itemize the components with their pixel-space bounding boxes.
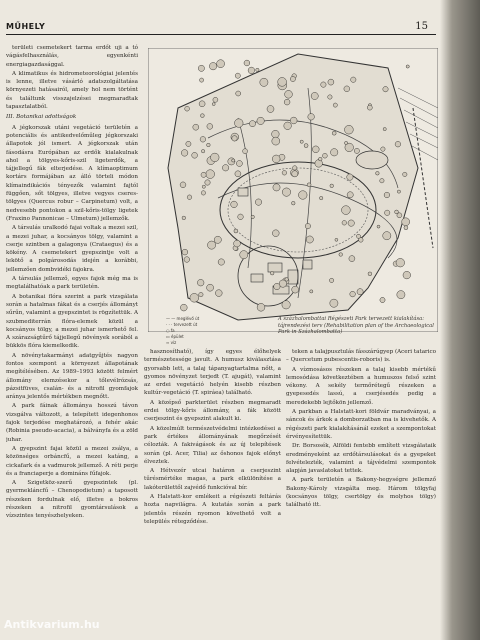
tree-symbol	[200, 137, 206, 143]
paragraph: A vízmosásos részeken a talaj kisebb mértékű lemosódása következtében a humuszos felső szint vékony. A sekély termőrétegű részeken a gyepesedés lassú, a cserjésedés pedig a meredekebb lejtőkön jellemző.	[286, 366, 436, 406]
paragraph: Dr. Borsosék, Alföldi fentebb említett vizsgálataik eredményeként az erdőtársulásokat és a gyepeket felvételezték, valamint a tájvédelmi szempontok alapján javaslatokat tettek.	[286, 443, 436, 475]
tree-symbol	[350, 291, 356, 297]
tree-symbol	[199, 292, 203, 296]
tree-symbol	[232, 136, 237, 141]
tree-symbol	[282, 188, 290, 196]
tree-symbol	[185, 106, 190, 111]
paragraph: területi csemetekert tarma erdőt uji a tó vágásfelhasználás, egyenkénti energiagazdasággal.	[6, 45, 138, 68]
tree-symbol	[207, 143, 211, 147]
tree-symbol	[213, 97, 218, 102]
tree-symbol	[347, 174, 353, 180]
tree-symbol	[332, 131, 336, 135]
tree-symbol	[292, 171, 298, 177]
tree-symbol	[201, 191, 205, 195]
tree-symbol	[345, 125, 354, 134]
tree-symbol	[331, 149, 338, 156]
tree-symbol	[197, 279, 204, 286]
paragraph: A park fáinak állománya hosszú távon vizsgálva változott, a telepített idegenhonos fajok terjedése meghatározó, a fehér akác (Robinia pseudo-acacia), a bálványfa és a zöld juhar.	[6, 403, 138, 443]
tree-symbol	[320, 196, 323, 199]
page-header	[0, 22, 480, 38]
tree-symbol	[356, 234, 360, 238]
paragraph: A parkban a Halstatt-kori földvár maradványai, a sáncok és árkok a domborzatban ma is kivehetők. A régészeti park kialakításánál ezeket a szempontokat érvényesítettük.	[286, 409, 436, 440]
tree-symbol	[406, 65, 409, 68]
paragraph: A botanikai flóra szerint a park vizsgálata során a hatalmas fákat és a cserjés állományt sűrűn, valamint a gyepszintet is rögzítettük. A szubmediterrán flóra-elemek közül a kocsányos tölgy, a mezei juhar ismerhető fel. A szárazságtűrő tájjellegű növények sorából a bükkös flóra kiemelkedik.	[6, 293, 138, 350]
tree-symbol	[354, 148, 359, 153]
tree-symbol	[292, 286, 299, 293]
tree-symbol	[344, 86, 350, 92]
site-plan-drawing	[148, 48, 438, 332]
paragraph: A társulás jellemző, egyes fajok még ma is megtalálhatóak a park területén.	[6, 276, 138, 291]
tree-symbol	[351, 77, 356, 82]
tree-symbol	[207, 284, 214, 291]
tree-symbol	[328, 79, 334, 85]
tree-symbol	[207, 124, 213, 130]
tree-symbol	[260, 78, 268, 86]
tree-symbol	[285, 278, 289, 282]
tree-symbol	[310, 290, 313, 293]
tree-symbol	[238, 214, 244, 220]
tree-symbol	[212, 103, 215, 106]
tree-symbol	[186, 141, 191, 146]
tree-symbol	[395, 210, 399, 214]
tree-symbol	[257, 117, 264, 124]
tree-symbol	[199, 101, 205, 107]
paragraph: A gyepszint fajai közül a mezei zsálya, a közönséges orbáncfű, a mezei katáng, a cickafark és a vadmurok jellemző. A réti perje és a franciaperje a domináns fűfajok.	[6, 445, 138, 477]
tree-symbol	[211, 153, 220, 162]
watermark-text: Antikvarium.hu	[4, 618, 100, 631]
tree-symbol	[304, 144, 308, 148]
tree-symbol	[368, 272, 372, 276]
paragraph: A növénytakarmányi adatgyűjtés nagyon fontos szempont a környezet állapotának megítélésében. Az 1989–1993 között felmért állomány elemzésekor a tőlevélrózsás, pázsitfüves, csalán- és a nitrofil gyomfajok aránya jelentős mértékben megnőtt.	[6, 352, 138, 401]
tree-symbol	[248, 67, 255, 74]
tree-symbol	[234, 240, 241, 247]
tree-symbol	[282, 171, 287, 176]
tree-symbol	[274, 283, 280, 289]
tree-symbol	[278, 78, 287, 87]
magazine-title: MŰHELY	[6, 22, 46, 31]
tree-symbol	[328, 95, 332, 99]
legend-item: ○ fa	[166, 328, 175, 333]
tree-symbol	[384, 192, 390, 198]
pond	[356, 151, 388, 169]
paragraph: hasznosítható), így egyes élőhelyek természetessége javult. A humusz kiválasztása gyorsabb lett, a talaj tápanyagtartalma nőtt, a gyomos növényzet terjedt (T. ajugát), valamint az erdei vegetáció helyén kisebb részben kultúr-vegetáció (T. spiráea) található.	[144, 349, 281, 397]
tree-symbol	[307, 183, 311, 187]
tree-symbol	[222, 165, 228, 171]
tree-symbol	[208, 241, 216, 249]
tree-symbol	[232, 159, 235, 162]
tree-symbol	[330, 184, 334, 188]
tree-symbol	[205, 180, 210, 185]
tree-symbol	[380, 297, 385, 302]
tree-symbol	[306, 236, 313, 243]
middle-text-column	[144, 348, 281, 620]
tree-symbol	[396, 258, 405, 267]
tree-symbol	[383, 87, 388, 92]
tree-symbol	[348, 220, 354, 226]
paragraph: A Szigetköz-szerű gyepszintek (pl. gyermekláncfű – Chenopodietum) a taposott részeken fordulnak elő, illetve a bokros részeken a nitrofil gyomtársulások a vízszintes tenyészhelyeken.	[6, 480, 138, 520]
paragraph: A Halstatt-kor emlékeit a régészeti feltárás hozta napvilágra. A kutatás során a park jelentős részén nyomon követhető volt a település rétegződése.	[144, 494, 281, 525]
tree-symbol	[342, 221, 347, 226]
tree-symbol	[293, 166, 297, 170]
tree-symbol	[402, 218, 410, 226]
tree-symbol	[257, 303, 265, 311]
plan-caption: A százhalombattai Régészeti Park tervezett kialakítása: tájrendezési terv (Rehabilitation plan of the Archaeological Park in Százhalombatta)	[278, 316, 434, 335]
left-text-column	[6, 44, 138, 624]
tree-symbol	[249, 121, 255, 127]
tree-symbol	[272, 130, 280, 138]
tree-symbol	[367, 105, 372, 110]
tree-symbol	[270, 271, 274, 275]
tree-symbol	[282, 301, 290, 309]
tree-symbol	[215, 290, 222, 297]
page-number: 15	[415, 21, 428, 32]
legend-item: — — meglévő út	[166, 316, 200, 321]
tree-symbol	[377, 225, 380, 228]
tree-symbol	[243, 149, 248, 154]
paragraph: teken a talajpusztulás fásszárúgyep (Aceri tatarico – Quercetum pubescentis-roboris) is.	[286, 349, 436, 364]
paragraph: A középső parkterület részben megmaradt erdei tölgy-kőris állomány, a fák között cserjeszint és gyepszint alakult ki.	[144, 399, 281, 423]
tree-symbol	[187, 195, 192, 200]
tree-symbol	[272, 155, 280, 163]
tree-symbol	[209, 63, 216, 70]
tree-symbol	[251, 215, 254, 218]
tree-symbol	[284, 99, 290, 105]
tree-symbol	[397, 291, 405, 299]
tree-symbol	[333, 103, 337, 107]
tree-symbol	[285, 90, 293, 98]
tree-symbol	[255, 199, 261, 205]
right-text-column	[286, 348, 436, 620]
tree-symbol	[235, 171, 241, 177]
legend-item: · · · tervezett út	[166, 322, 198, 327]
tree-symbol	[305, 223, 310, 228]
tree-symbol	[201, 114, 205, 118]
tree-symbol	[376, 172, 380, 176]
page-edge-shadow	[440, 0, 480, 640]
paragraph: A park területén a Bakony-hegységre jellemző Bakony-Károly vizsgálta meg. Három tölgyfaj (kocsányos tölgy, csertölgy és molyhos tölgy) található itt.	[286, 477, 436, 509]
tree-symbol	[201, 150, 204, 153]
tree-symbol	[323, 153, 328, 158]
tree-symbol	[308, 114, 315, 121]
tree-symbol	[357, 289, 363, 295]
tree-symbol	[321, 82, 326, 87]
tree-symbol	[290, 117, 297, 124]
tree-symbol	[290, 76, 295, 81]
tree-symbol	[217, 60, 225, 68]
tree-symbol	[244, 60, 250, 66]
tree-symbol	[180, 304, 187, 311]
tree-symbol	[312, 146, 319, 153]
tree-symbol	[235, 73, 240, 78]
tree-symbol	[342, 206, 351, 215]
tree-symbol	[234, 229, 238, 233]
tree-symbol	[385, 210, 390, 215]
paragraph: A jégkorszak utáni vegetáció területén a potenciális és antikedvelőműleg jégkorszaki állapotok jól ismert. A jégkorszak után fásodásra Európában az erdők kialakulnak ahol a tölgyes-kőris-szil ligeterdők, a tájjellegű fák elterjedése. A klímaoptimum kortárs formájában az álló törteli módon klímaindikációs tényezők valamint fajtól függően, sőt tölgyes, illetve vegyes cseres-tölgyes (Quercus robur – Carpinetum) volt, a nedvesebb pontokon a szil-kőris-tölgy ligetek (Fraxino Pannonicae – Ulmetum) jellemzők.	[6, 124, 138, 222]
tree-symbol	[330, 299, 338, 307]
tree-symbol	[235, 119, 244, 128]
tree-symbol	[198, 65, 204, 71]
tree-symbol	[201, 172, 206, 177]
plan-legend	[166, 316, 276, 346]
paragraph: A közelmúlt természetvédelmi intézkedései a park értékes állományának megőrzését célozták. A fakivágások és az új telepítések során (pl. Acer, Tilia) az őshonos fajok előnyt élveztek.	[144, 425, 281, 465]
tree-symbol	[182, 249, 188, 255]
tree-symbol	[192, 152, 198, 158]
tree-symbol	[200, 78, 204, 82]
section-heading: III. Botanikai adottságok	[6, 114, 77, 121]
tree-symbol	[181, 150, 188, 157]
tree-symbol	[267, 106, 274, 113]
tree-symbol	[272, 230, 279, 237]
tree-symbol	[383, 232, 391, 240]
paragraph: A társulás uralkodó fajai voltak a mezei szil, a mezei juhar, a kocsányos tölgy, valamint a cserje szintben a galagonya (Crataegus) és a kökény. A csemetekert gyepszintje volt a lekötő a polgárosodás idején a korábbi, jellemzően dombvidéki fajokra.	[6, 225, 138, 273]
tree-symbol	[231, 201, 238, 208]
tree-symbol	[397, 190, 400, 193]
tree-symbol	[202, 185, 205, 188]
tree-symbol	[273, 184, 280, 191]
tree-symbol	[381, 147, 385, 151]
tree-symbol	[395, 141, 401, 147]
tree-symbol	[299, 191, 308, 200]
tree-symbol	[182, 216, 186, 220]
tree-symbol	[383, 128, 386, 131]
tree-symbol	[345, 141, 348, 144]
tree-symbol	[404, 226, 408, 230]
tree-symbol	[329, 278, 333, 282]
tree-symbol	[300, 140, 303, 143]
paragraph: A Hétvezér utcai határon a cserjeszint tűrésmértéke magas, a park elkülönítése a lakóterülettől zajvédő funkcióval bír.	[144, 468, 281, 491]
tree-symbol	[180, 182, 186, 188]
tree-symbol	[206, 170, 215, 179]
tree-symbol	[335, 238, 338, 241]
legend-item: ≈ víz	[166, 340, 177, 345]
paragraph: A klimatikus és hidrometeorológiai jelentés is lenne, illetve vásárló adatszolgáltatása környezeti hatásairól, amely hol nem történt és találtunk visszajelzései megmaradtak tapasztalatból.	[6, 70, 138, 111]
tree-symbol	[236, 91, 241, 96]
tree-symbol	[256, 68, 259, 71]
tree-symbol	[380, 179, 384, 183]
tree-symbol	[218, 259, 224, 265]
tree-symbol	[339, 253, 343, 257]
tree-symbol	[403, 271, 411, 279]
tree-symbol	[311, 92, 318, 99]
tree-symbol	[349, 256, 355, 262]
header-rule	[6, 34, 436, 35]
tree-symbol	[214, 236, 221, 243]
tree-symbol	[292, 201, 296, 205]
tree-symbol	[272, 137, 280, 145]
tree-symbol	[347, 192, 353, 198]
legend-item: ▭ épület	[166, 334, 184, 339]
tree-symbol	[193, 124, 199, 130]
tree-symbol	[284, 122, 292, 130]
tree-symbol	[319, 157, 323, 161]
tree-symbol	[190, 293, 199, 302]
tree-symbol	[403, 172, 407, 176]
tree-symbol	[236, 161, 242, 167]
tree-symbol	[184, 257, 190, 263]
tree-symbol	[240, 251, 248, 259]
